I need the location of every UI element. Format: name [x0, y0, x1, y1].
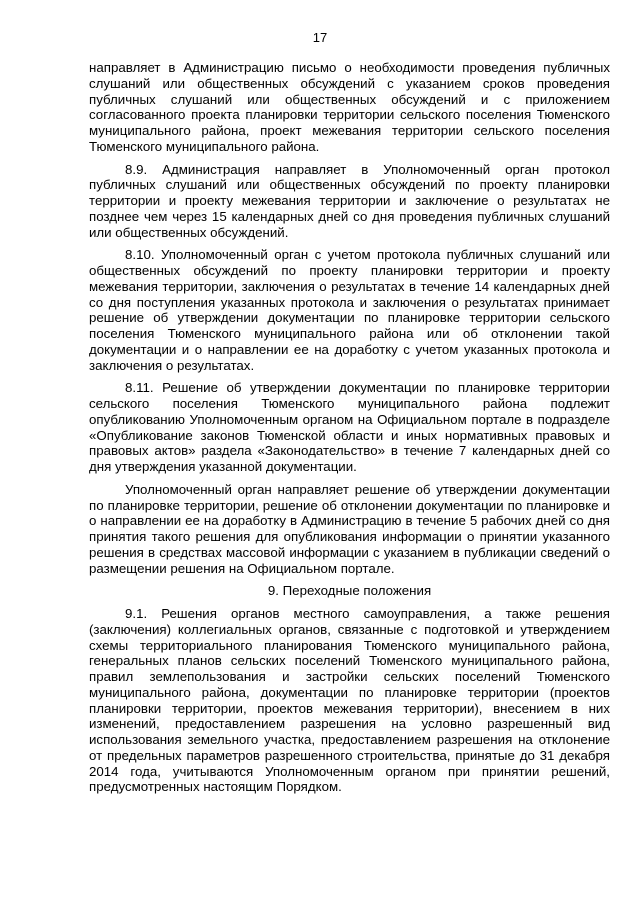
page-number: 17 — [312, 30, 328, 45]
paragraph-8-10: 8.10. Уполномоченный орган с учетом протокола публичных слушаний или общественных обсуждений по проекту планировки территории и проекту межевания территории, заключения о результатах в течение 14 календарных дней со дня поступления указанных протокола и заключения о результатах принимает решение об утверждении документации по планировке территории сельского поселения Тюменского муниципального района или об отклонении такой документации и о направлении ее на доработку с учетом указанных протокола и заключения о результатах. — [89, 247, 610, 373]
paragraph-8-11: 8.11. Решение об утверждении документации по планировке территории сельского поселения Тюменского муниципального района подлежит опубликованию Уполномоченным органом на Официальном портале в подразделе «Опубликование законов Тюменской области и иных нормативных правовых и правовых актов» раздела «Законодательство» в течение 7 календарных дней со дня утверждения указанной документации. — [89, 380, 610, 474]
document-body — [89, 60, 610, 802]
section-heading: 9. Переходные положения — [267, 583, 432, 599]
paragraph-8-11-continued: Уполномоченный орган направляет решение об утверждении документации по планировке территории, решение об отклонении документации по планировке и о направлении ее на доработку в Администрацию в течение 5 рабочих дней со дня принятия такого решения для опубликования информации о принятии указанного решения в средствах массовой информации с указанием в публикации сведений о размещении решения на Официальном портале. — [89, 481, 610, 576]
paragraph-8-9: 8.9. Администрация направляет в Уполномоченный орган протокол публичных слушаний или общественных обсуждений по проекту планировки территории и проекту межевания территории и заключение о результатах не позднее чем через 15 календарных дней со дня проведения публичных слушаний или общественных обсуждений. — [89, 161, 610, 240]
paragraph-9-1: 9.1. Решения органов местного самоуправления, а также решения (заключения) коллегиальных органов, связанные с подготовкой и утверждением схемы территориального планирования Тюменского муниципального района, генеральных планов сельских поселений Тюменского муниципального района, правил землепользования и застройки сельских поселений Тюменского муниципального района, документации по планировке территории (проектов планировки территории, проектов межевания территории), внесением в них изменений, предоставлением разрешения на условно разрешенный вид использования земельного участка, предоставлением разрешения на отклонение от предельных параметров разрешенного строительства, принятые до 31 декабря 2014 года, учитываются Уполномоченным органом при принятии решений, предусмотренных настоящим Порядком. — [89, 606, 610, 795]
paragraph-continuation: направляет в Администрацию письмо о необходимости проведения публичных слушаний или общественных обсуждений с указанием сроков проведения публичных слушаний или общественных обсуждений и с приложением согласованного проекта планировки территории сельского поселения Тюменского муниципального района, проект межевания территории сельского поселения Тюменского муниципального района. — [89, 60, 610, 154]
